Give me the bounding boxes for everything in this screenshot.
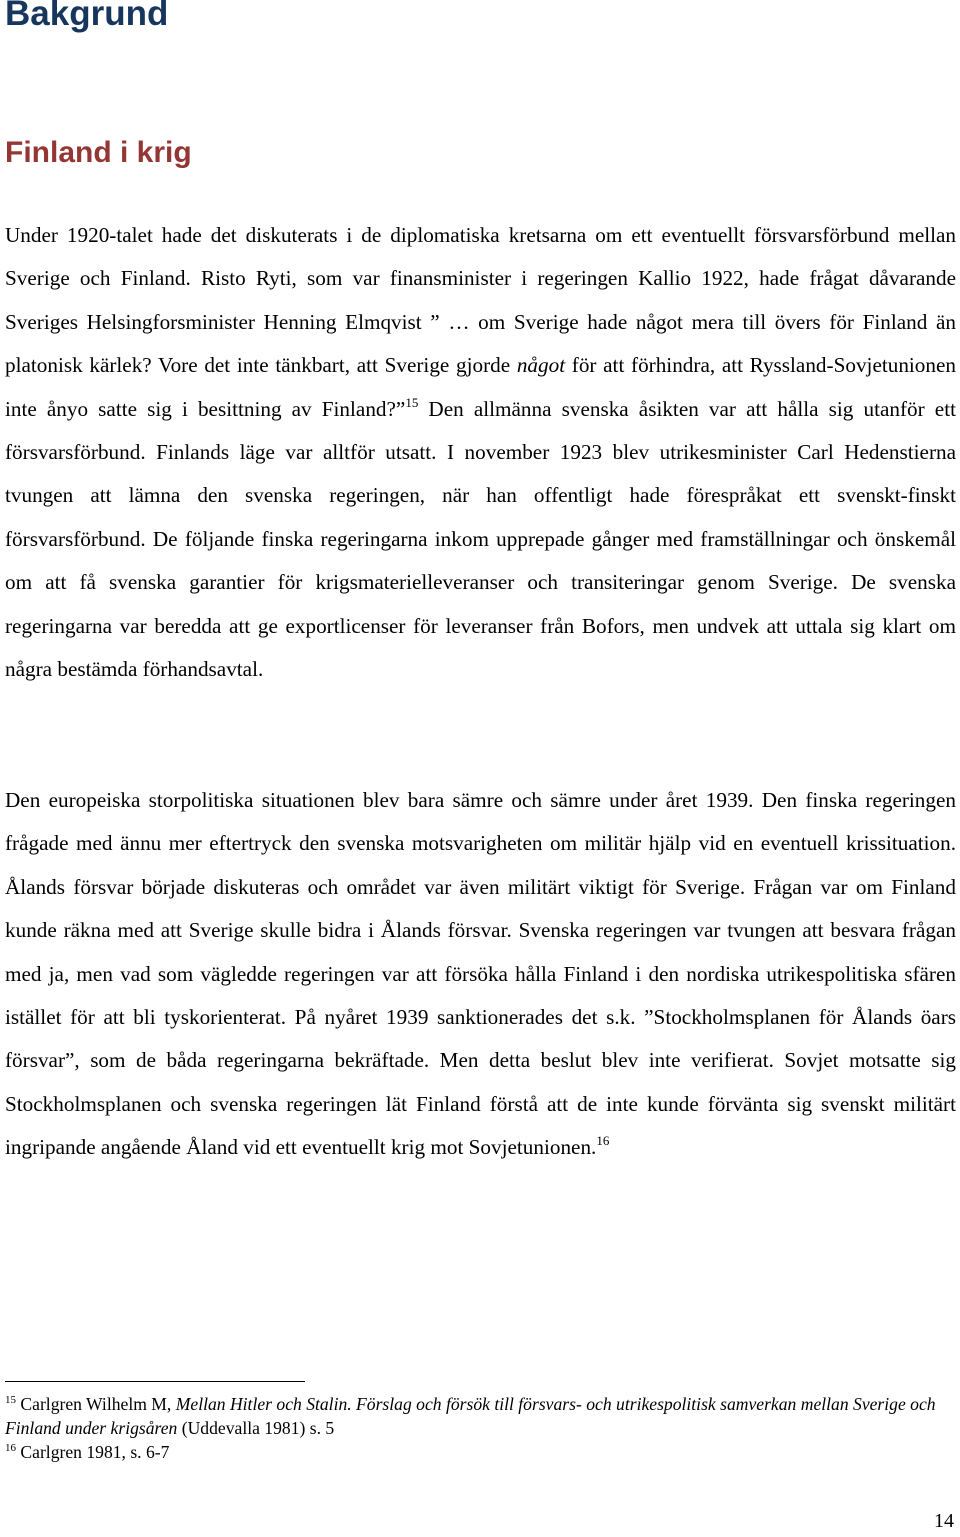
footnote-ref-16[interactable]: 16 [596,1133,610,1149]
paragraph-1 [5,214,956,691]
footnote-15-publication: (Uddevalla 1981) s. 5 [177,1418,335,1438]
paragraph-1-text-c: Den allmänna svenska åsikten var att hålla sig utanför ett försvarsförbund. Finlands läge var alltför utsatt. I november 1923 blev utrikesminister Carl Hedenstierna tvungen att lämna den svenska regeringen, när han offentligt hade förespråkat ett svenskt-finskt försvarsförbund. De följande finska regeringarna inkom upprepade gånger med framställningar och önskemål om att få svenska garantier för krigsmaterielleveranser och transiteringar genom Sverige. De svenska regeringarna var beredda att ge exportlicenser för leveranser från Bofors, men undvek att uttala sig klart om några bestämda förhandsavtal. [5,396,956,682]
paragraph-2-text: Den europeiska storpolitiska situationen blev bara sämre och sämre under året 1939. Den finska regeringen frågade med ännu mer eftertryck den svenska motsvarigheten om militär hjälp vid en eventuell krissituation. Ålands försvar började diskuteras och området var även militärt viktigt för Sverige. Frågan var om Finland kunde räkna med att Sverige skulle bidra i Ålands försvar. Svenska regeringen var tvungen att besvara frågan med ja, men vad som vägledde regeringen var att försöka hålla Finland i den nordiska utrikespolitiska sfären istället för att bli tyskorienterat. På nyåret 1939 sanktionerades det s.k. ”Stockholmsplanen för Ålands öars försvar”, som de båda regeringarna bekräftade. Men detta beslut blev inte verifierat. Sovjet motsatte sig Stockholmsplanen och svenska regeringen lät Finland förstå att de inte kunde förvänta sig svenskt militärt ingripande angående Åland vid ett eventuellt krig mot Sovjetunionen. [5,788,956,1160]
footnote-15-title: Mellan Hitler och Stalin. Förslag och försök till försvars- och utrikespolitisk samverkan mellan Sverige och Finland under krigsåren [5,1394,936,1438]
paragraph-1-emphasis: något [516,353,566,378]
page-heading: Bakgrund [5,0,169,33]
footnote-15 [5,1392,956,1440]
paragraph-1-text-b: för att förhindra, att Ryssland-Sovjetunionen inte ånyo satte sig i besittning av Finland?” [5,353,956,421]
section-heading: Finland i krig [5,136,192,169]
footnote-16-number: 16 [5,1442,16,1454]
paragraph-2 [5,779,956,1170]
footnote-16-text: Carlgren 1981, s. 6-7 [16,1442,170,1462]
page-number: 14 [934,1510,954,1532]
footnote-ref-15[interactable]: 15 [405,394,419,410]
footnote-divider [5,1381,305,1382]
footnote-15-number: 15 [5,1394,16,1406]
footnote-15-author: Carlgren Wilhelm M, [16,1394,176,1414]
footnote-16 [5,1440,956,1464]
paragraph-1-text-a: Under 1920-talet hade det diskuterats i de diplomatiska kretsarna om ett eventuellt försvarsförbund mellan Sverige och Finland. Risto Ryti, som var finansminister i regeringen Kallio 1922, hade frågat dåvarande Sveriges Helsingforsminister Henning Elmqvist ” … om Sverige hade något mera till övers för Finland än platonisk kärlek? Vore det inte tänkbart, att Sverige gjorde [5,223,956,378]
